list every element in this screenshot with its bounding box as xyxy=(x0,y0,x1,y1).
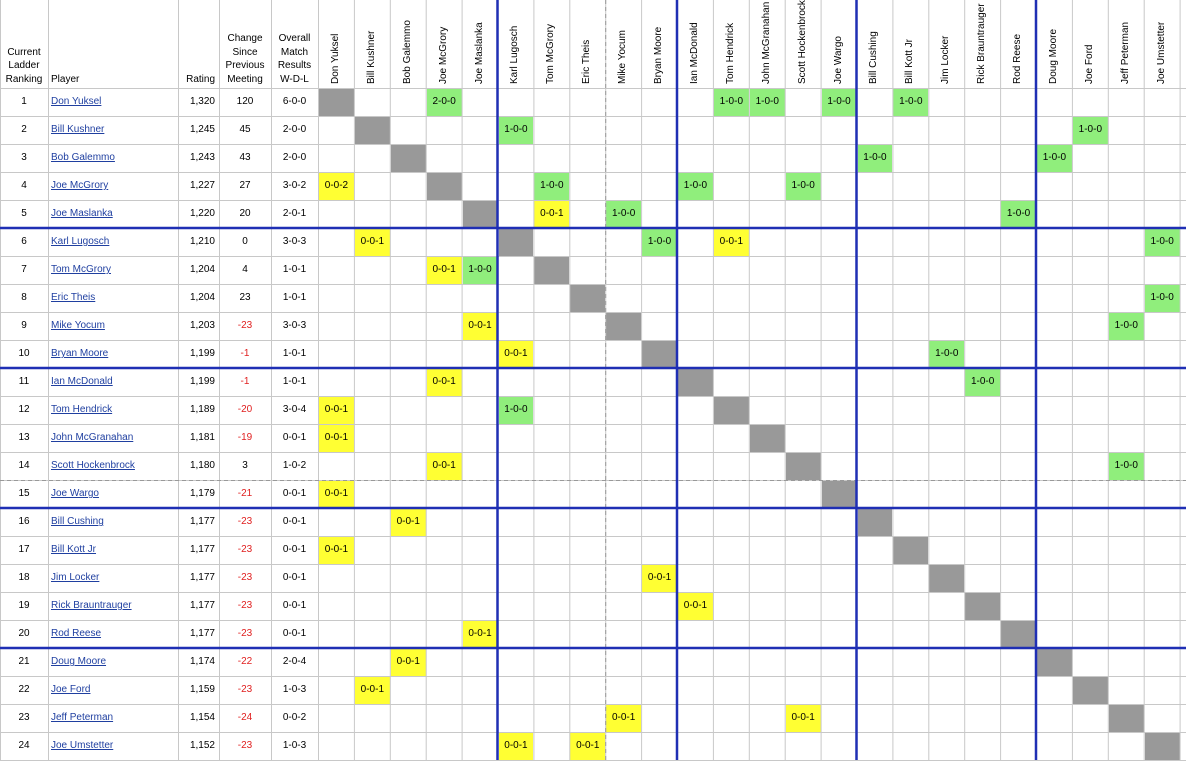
change-cell: -23 xyxy=(237,600,253,611)
rank-cell: 1 xyxy=(21,96,27,107)
result-cell-loss[interactable]: 0-0-1 xyxy=(786,705,821,732)
result-cell-loss[interactable]: 0-0-1 xyxy=(499,733,534,760)
result-cell-loss[interactable]: 0-0-2 xyxy=(319,173,354,200)
rating-cell: 1,199 xyxy=(189,376,215,387)
rank-cell: 11 xyxy=(18,376,30,387)
rank-cell: 7 xyxy=(21,264,27,275)
rank-cell: 16 xyxy=(18,516,30,527)
player-link-eric-theis[interactable]: Eric Theis xyxy=(51,292,96,303)
match-results-cell: 0-0-1 xyxy=(282,516,307,527)
rating-cell: 1,177 xyxy=(189,516,215,527)
result-cell-win[interactable]: 1-0-0 xyxy=(858,145,893,172)
rank-cell: 14 xyxy=(18,460,30,471)
column-header-label: Bill Kushner xyxy=(365,30,377,84)
player-link-jim-locker[interactable]: Jim Locker xyxy=(51,572,100,583)
match-results-cell: 3-0-3 xyxy=(282,236,307,247)
match-results-cell: 3-0-4 xyxy=(282,404,307,415)
result-cell-win[interactable]: 1-0-0 xyxy=(893,89,928,116)
result-cell-loss[interactable]: 0-0-1 xyxy=(391,649,426,676)
rank-cell: 5 xyxy=(21,208,27,219)
column-header-label: Scott Hockenbrock xyxy=(796,0,808,84)
column-header-label: John McGranahan xyxy=(760,1,772,84)
rank-cell: 21 xyxy=(18,656,30,667)
result-cell-loss[interactable]: 0-0-1 xyxy=(606,705,641,732)
result-cell-loss[interactable]: 0-0-1 xyxy=(570,733,605,760)
result-cell-loss[interactable]: 0-0-1 xyxy=(463,621,498,648)
change-cell: -1 xyxy=(240,376,250,387)
column-header-label: Rick Brauntrauger xyxy=(976,3,988,84)
match-results-cell: 0-0-1 xyxy=(282,544,307,555)
change-cell: 20 xyxy=(239,208,251,219)
column-header-label: Mike Yocum xyxy=(617,30,629,84)
result-cell-loss[interactable]: 0-0-1 xyxy=(355,229,390,256)
column-header-label: Bob Galemmo xyxy=(401,20,413,84)
result-cell-loss[interactable]: 0-0-1 xyxy=(319,481,354,508)
result-cell-loss[interactable]: 0-0-1 xyxy=(319,397,354,424)
match-results-cell: 2-0-0 xyxy=(282,124,307,135)
match-results-cell: 0-0-1 xyxy=(282,572,307,583)
player-link-mike-yocum[interactable]: Mike Yocum xyxy=(51,320,105,331)
result-cell-win[interactable]: 1-0-0 xyxy=(1145,285,1180,312)
rank-cell: 4 xyxy=(21,180,27,191)
rank-cell: 8 xyxy=(21,292,27,303)
rating-cell: 1,177 xyxy=(189,628,215,639)
result-cell-win[interactable]: 1-0-0 xyxy=(499,117,534,144)
result-cell-win[interactable]: 1-0-0 xyxy=(714,89,749,116)
result-cell-loss[interactable]: 0-0-1 xyxy=(499,341,534,368)
match-results-cell: 1-0-1 xyxy=(282,292,307,303)
change-cell: -1 xyxy=(240,348,250,359)
player-link-john-mcgranahan[interactable]: John McGranahan xyxy=(51,432,134,443)
rating-cell: 1,154 xyxy=(189,712,215,723)
rank-cell: 22 xyxy=(18,684,30,695)
rating-cell: 1,180 xyxy=(189,460,215,471)
column-header-label: Jim Locker xyxy=(940,35,952,84)
rank-cell: 9 xyxy=(21,320,27,331)
header-ranking: Current Ladder Ranking xyxy=(5,46,43,85)
result-cell-win[interactable]: 1-0-0 xyxy=(534,173,569,200)
column-header-label: Tom Hendrick xyxy=(724,22,736,84)
column-header-label: Joe Umstetter xyxy=(1155,21,1167,84)
match-results-cell: 0-0-2 xyxy=(282,712,307,723)
result-cell-win[interactable]: 1-0-0 xyxy=(642,229,677,256)
result-cell-win[interactable]: 1-0-0 xyxy=(678,173,713,200)
result-cell-win[interactable]: 1-0-0 xyxy=(1109,313,1144,340)
rank-cell: 12 xyxy=(18,404,30,415)
column-header-label: Don Yuksel xyxy=(329,33,341,84)
change-cell: 23 xyxy=(239,292,251,303)
change-cell: -23 xyxy=(237,320,253,331)
player-link-joe-umstetter[interactable]: Joe Umstetter xyxy=(51,740,114,751)
rating-cell: 1,204 xyxy=(189,264,215,275)
player-link-rick-brauntrauger[interactable]: Rick Brauntrauger xyxy=(51,600,132,611)
rating-cell: 1,220 xyxy=(189,208,215,219)
match-results-cell: 0-0-1 xyxy=(282,432,307,443)
column-header-label: Joe Ford xyxy=(1083,44,1095,84)
player-link-doug-moore[interactable]: Doug Moore xyxy=(51,656,107,667)
change-cell: -23 xyxy=(237,684,253,695)
result-cell-win[interactable]: 1-0-0 xyxy=(1145,229,1180,256)
result-cell-loss[interactable]: 0-0-1 xyxy=(427,453,462,480)
result-cell-loss[interactable]: 0-0-1 xyxy=(319,425,354,452)
result-cell-win[interactable]: 1-0-0 xyxy=(499,397,534,424)
column-header-label: Joe Maslanka xyxy=(473,22,485,84)
rank-cell: 18 xyxy=(18,572,30,583)
result-cell-loss[interactable]: 0-0-1 xyxy=(534,201,569,228)
rating-cell: 1,243 xyxy=(189,152,215,163)
match-results-cell: 0-0-1 xyxy=(282,628,307,639)
column-header-label: Joe McGrory xyxy=(437,26,449,84)
player-link-joe-wargo[interactable]: Joe Wargo xyxy=(51,488,99,499)
result-cell-loss[interactable]: 0-0-1 xyxy=(355,677,390,704)
header-change: Change Since Previous Meeting xyxy=(225,33,265,85)
rank-cell: 2 xyxy=(21,124,27,135)
match-results-cell: 2-0-1 xyxy=(282,208,307,219)
change-cell: -19 xyxy=(237,432,253,443)
match-results-cell: 6-0-0 xyxy=(282,96,307,107)
rating-cell: 1,210 xyxy=(189,236,215,247)
change-cell: 120 xyxy=(236,96,254,107)
result-cell-loss[interactable]: 0-0-1 xyxy=(463,313,498,340)
rating-cell: 1,152 xyxy=(189,740,215,751)
result-cell-loss[interactable]: 0-0-1 xyxy=(427,257,462,284)
player-link-ian-mcdonald[interactable]: Ian McDonald xyxy=(51,376,113,387)
match-results-cell: 1-0-1 xyxy=(282,264,307,275)
column-header-label: Jeff Peterman xyxy=(1119,21,1131,84)
rating-cell: 1,177 xyxy=(189,544,215,555)
change-cell: -23 xyxy=(237,740,253,751)
rating-cell: 1,189 xyxy=(189,404,215,415)
result-cell-win[interactable]: 1-0-0 xyxy=(463,257,498,284)
match-results-cell: 0-0-1 xyxy=(282,600,307,611)
match-results-cell: 1-0-2 xyxy=(282,460,307,471)
result-cell-win[interactable]: 1-0-0 xyxy=(1001,201,1036,228)
change-cell: -23 xyxy=(237,628,253,639)
player-link-scott-hockenbrock[interactable]: Scott Hockenbrock xyxy=(51,460,135,471)
rank-cell: 20 xyxy=(18,628,30,639)
result-cell-win[interactable]: 1-0-0 xyxy=(1037,145,1072,172)
result-cell-loss[interactable]: 0-0-1 xyxy=(642,565,677,592)
player-link-joe-maslanka[interactable]: Joe Maslanka xyxy=(51,208,113,219)
player-link-joe-ford[interactable]: Joe Ford xyxy=(51,684,91,695)
match-results-cell: 1-0-1 xyxy=(282,376,307,387)
column-header-label: Karl Lugosch xyxy=(509,25,521,84)
column-header-label: Bill Kott Jr xyxy=(904,38,916,84)
change-cell: 0 xyxy=(242,236,248,247)
result-cell-loss[interactable]: 0-0-1 xyxy=(714,229,749,256)
rating-cell: 1,203 xyxy=(189,320,215,331)
change-cell: -23 xyxy=(237,516,253,527)
result-cell-loss[interactable]: 0-0-1 xyxy=(319,537,354,564)
column-header-label: Joe Wargo xyxy=(832,36,844,84)
result-cell-win[interactable]: 1-0-0 xyxy=(750,89,785,116)
column-header-label: Doug Moore xyxy=(1047,28,1059,84)
result-cell-win[interactable]: 1-0-0 xyxy=(606,201,641,228)
change-cell: -22 xyxy=(237,656,253,667)
result-cell-loss[interactable]: 0-0-1 xyxy=(427,369,462,396)
player-link-jeff-peterman[interactable]: Jeff Peterman xyxy=(51,712,114,723)
match-results-cell: 1-0-3 xyxy=(282,684,307,695)
match-results-cell: 2-0-0 xyxy=(282,152,307,163)
player-link-bill-cushing[interactable]: Bill Cushing xyxy=(51,516,104,527)
change-cell: -23 xyxy=(237,544,253,555)
match-results-cell: 3-0-3 xyxy=(282,320,307,331)
column-header-label: Bryan Moore xyxy=(653,26,665,84)
rating-cell: 1,204 xyxy=(189,292,215,303)
result-cell-win[interactable]: 1-0-0 xyxy=(1073,117,1108,144)
change-cell: 4 xyxy=(242,264,248,275)
rating-cell: 1,181 xyxy=(189,432,215,443)
change-cell: 45 xyxy=(239,124,251,135)
change-cell: -21 xyxy=(237,488,253,499)
player-link-don-yuksel[interactable]: Don Yuksel xyxy=(51,96,102,107)
rank-cell: 3 xyxy=(21,152,27,163)
column-header-label: Ian McDonald xyxy=(688,22,700,84)
player-link-rod-reese[interactable]: Rod Reese xyxy=(51,628,102,639)
change-cell: 3 xyxy=(242,460,248,471)
rank-cell: 24 xyxy=(18,740,30,751)
rating-cell: 1,177 xyxy=(189,600,215,611)
result-cell-win[interactable]: 1-0-0 xyxy=(965,369,1000,396)
rank-cell: 10 xyxy=(18,348,30,359)
change-cell: 43 xyxy=(239,152,251,163)
rank-cell: 6 xyxy=(21,236,27,247)
column-header-label: Bill Cushing xyxy=(868,31,880,84)
rank-cell: 15 xyxy=(18,488,30,499)
result-cell-loss[interactable]: 0-0-1 xyxy=(391,509,426,536)
player-link-tom-mcgrory[interactable]: Tom McGrory xyxy=(51,264,111,275)
change-cell: -20 xyxy=(237,404,253,415)
rating-cell: 1,174 xyxy=(189,656,215,667)
match-results-cell: 2-0-4 xyxy=(282,656,307,667)
rating-cell: 1,179 xyxy=(189,488,215,499)
rank-cell: 19 xyxy=(18,600,30,611)
player-link-bill-kott-jr[interactable]: Bill Kott Jr xyxy=(51,544,97,555)
player-link-bill-kushner[interactable]: Bill Kushner xyxy=(51,124,105,135)
rating-cell: 1,245 xyxy=(189,124,215,135)
result-cell-win[interactable]: 1-0-0 xyxy=(1109,453,1144,480)
rating-cell: 1,177 xyxy=(189,572,215,583)
rank-cell: 13 xyxy=(18,432,30,443)
match-results-cell: 1-0-3 xyxy=(282,740,307,751)
change-cell: -24 xyxy=(237,712,253,723)
player-link-bob-galemmo[interactable]: Bob Galemmo xyxy=(51,152,115,163)
change-cell: 27 xyxy=(239,180,251,191)
header-player: Player xyxy=(51,73,80,85)
match-results-cell: 1-0-1 xyxy=(282,348,307,359)
rating-cell: 1,320 xyxy=(189,96,215,107)
rating-cell: 1,227 xyxy=(189,180,215,191)
player-link-tom-hendrick[interactable]: Tom Hendrick xyxy=(51,404,113,415)
column-header-label: Rod Reese xyxy=(1012,33,1024,84)
column-header-label: Eric Theis xyxy=(581,39,593,84)
rank-cell: 23 xyxy=(18,712,30,723)
column-header-label: Tom McGrory xyxy=(545,24,557,84)
player-link-karl-lugosch[interactable]: Karl Lugosch xyxy=(51,236,110,247)
rating-cell: 1,159 xyxy=(189,684,215,695)
result-cell-win[interactable]: 1-0-0 xyxy=(822,89,857,116)
rank-cell: 17 xyxy=(18,544,30,555)
match-results-cell: 0-0-1 xyxy=(282,488,307,499)
result-cell-win[interactable]: 2-0-0 xyxy=(427,89,462,116)
rating-cell: 1,199 xyxy=(189,348,215,359)
match-results-cell: 3-0-2 xyxy=(282,180,307,191)
result-cell-loss[interactable]: 0-0-1 xyxy=(678,593,713,620)
change-cell: -23 xyxy=(237,572,253,583)
header-results: Overall Match Results W-D-L xyxy=(277,33,312,85)
result-cell-win[interactable]: 1-0-0 xyxy=(786,173,821,200)
result-cell-win[interactable]: 1-0-0 xyxy=(929,341,964,368)
player-link-bryan-moore[interactable]: Bryan Moore xyxy=(51,348,109,359)
header-rating: Rating xyxy=(186,73,215,85)
player-link-joe-mcgrory[interactable]: Joe McGrory xyxy=(51,180,109,191)
